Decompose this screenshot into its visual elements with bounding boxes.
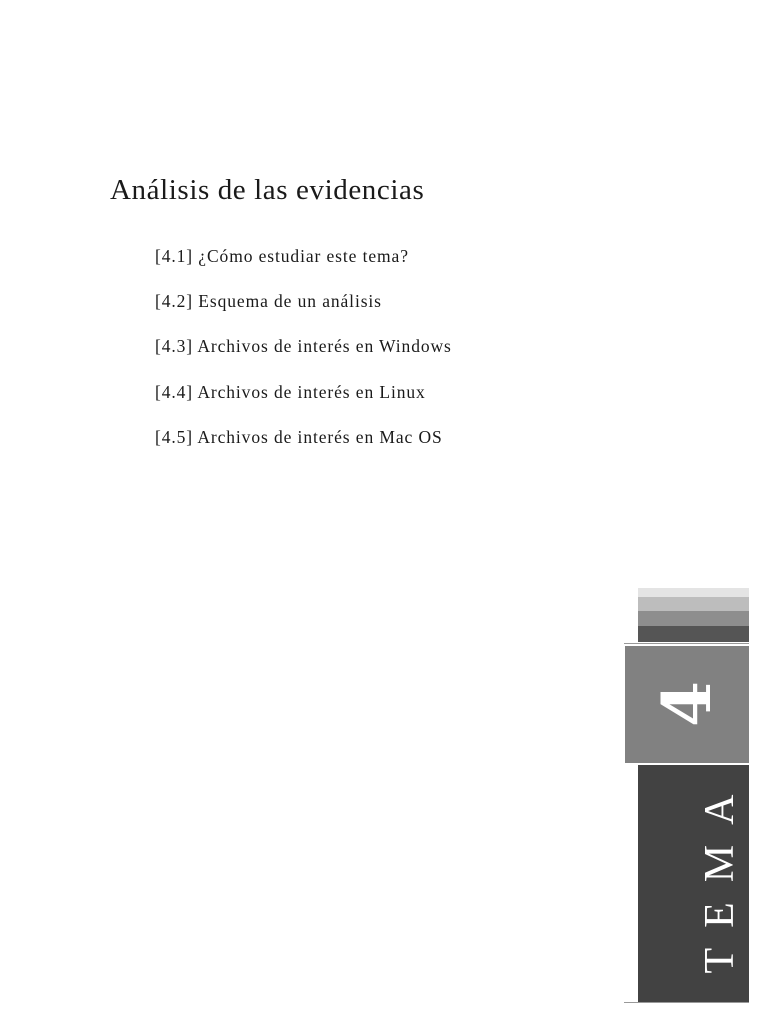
toc-item: [4.2] Esquema de un análisis	[155, 291, 382, 312]
toc-item: [4.4] Archivos de interés en Linux	[155, 381, 426, 402]
chapter-word-box	[638, 765, 749, 1002]
divider	[624, 1002, 749, 1003]
chapter-number-box	[625, 646, 749, 763]
toc-item: [4.1] ¿Cómo estudiar este tema?	[155, 246, 409, 266]
page-title: Análisis de las evidencias	[110, 174, 425, 206]
stripe	[638, 626, 749, 642]
chapter-tab-stripes	[638, 588, 749, 642]
stripe	[638, 611, 749, 626]
divider	[624, 643, 749, 644]
stripe	[638, 588, 749, 597]
chapter-word: TEMA	[697, 774, 743, 974]
table-of-contents	[155, 240, 452, 466]
toc-item: [4.3] Archivos de interés en Windows	[155, 336, 452, 357]
toc-item: [4.5] Archivos de interés en Mac OS	[155, 426, 443, 447]
stripe	[638, 597, 749, 611]
chapter-number: 4	[648, 681, 726, 727]
